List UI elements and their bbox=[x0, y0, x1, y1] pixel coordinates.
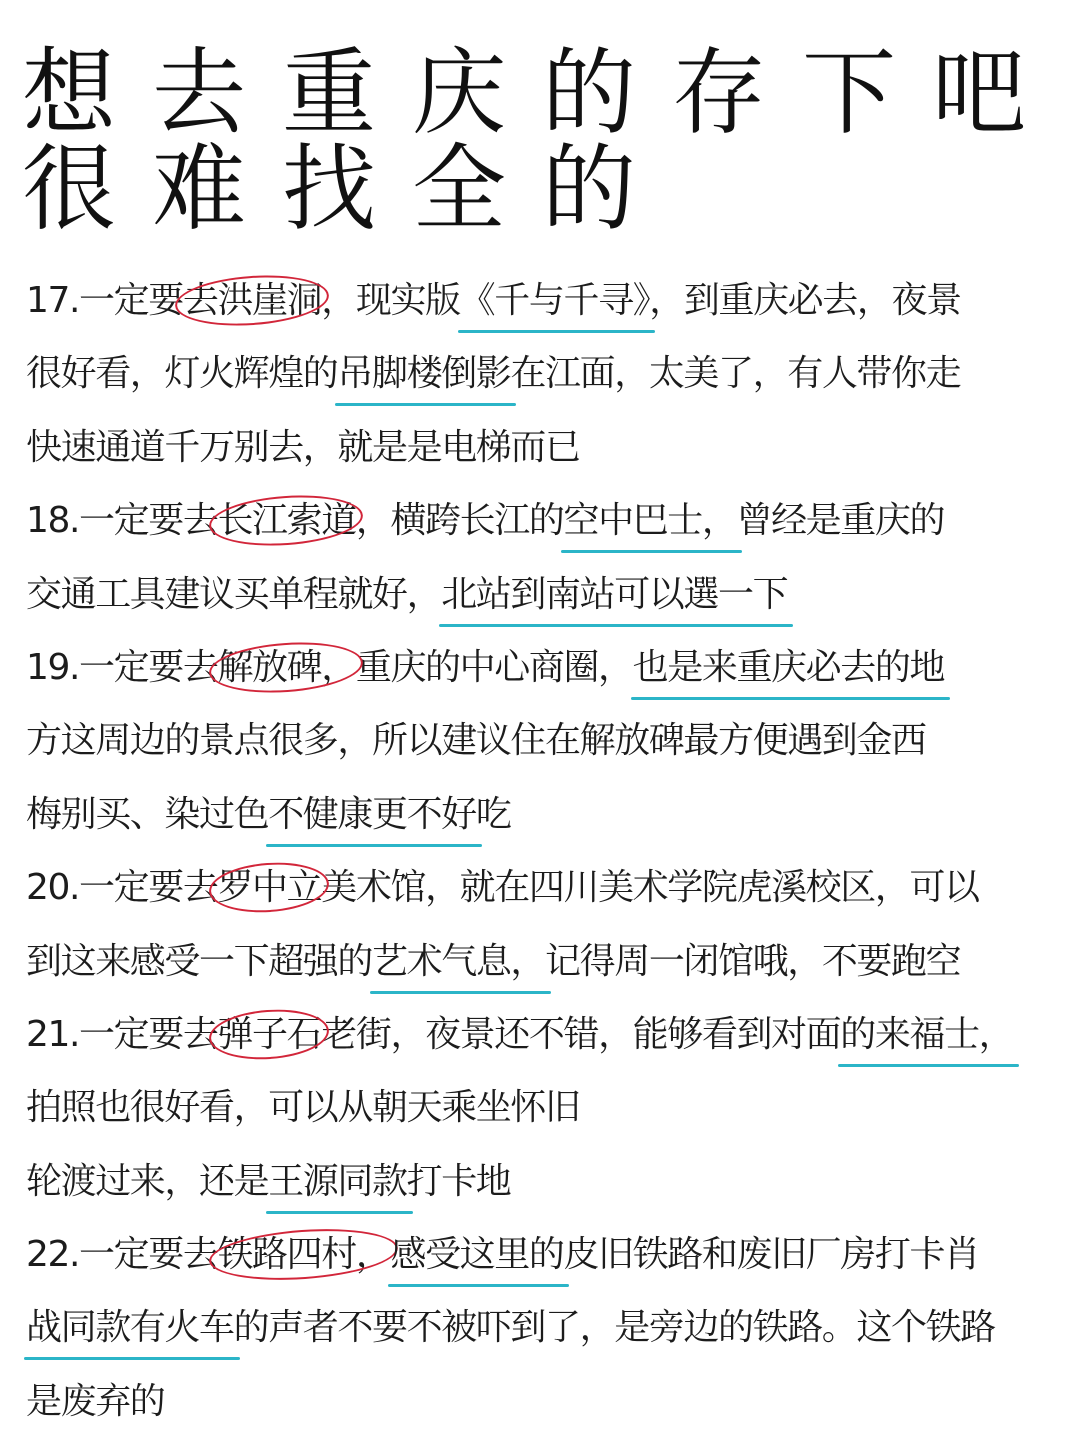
title-line-2: 很难找全的 bbox=[22, 135, 673, 244]
entry-19-line-2 bbox=[26, 712, 1066, 785]
entry-text: 在江面，太美了，有人带你走 bbox=[510, 353, 961, 395]
entry-text: 美术馆，就在四川美术学院虎溪校区，可以 bbox=[321, 867, 979, 909]
underlined-phrase: 也是来重庆必去的地 bbox=[632, 646, 945, 688]
underlined-phrase: 王源同款 bbox=[268, 1160, 407, 1202]
entry-text: ，现实版 bbox=[321, 280, 460, 321]
entry-text: ，到重庆必去，夜景 bbox=[649, 280, 961, 321]
entry-text: 重庆的中心商圈， bbox=[355, 646, 633, 688]
circled-place-name: 铁路四村， bbox=[217, 1234, 391, 1276]
entry-text: 老街，夜景还不错，能够看到对面 bbox=[321, 1013, 841, 1055]
tips-list bbox=[26, 272, 1066, 1446]
circled-place-name: 罗中立 bbox=[217, 867, 322, 909]
entry-text: 交通工具建议买单程就好， bbox=[26, 573, 442, 615]
entry-17-line-1 bbox=[26, 272, 1066, 345]
entry-21-line-3 bbox=[26, 1153, 1066, 1226]
entry-17-line-2 bbox=[26, 345, 1066, 418]
entry-text: 很好看，灯火辉煌的 bbox=[26, 353, 338, 395]
entry-text: 17.一定要 bbox=[26, 280, 183, 321]
entry-19-line-3 bbox=[26, 786, 1066, 859]
entry-text: 是废弃的 bbox=[26, 1380, 165, 1422]
underlined-phrase: 吊脚楼倒影 bbox=[337, 353, 511, 395]
underlined-phrase: 艺术气息， bbox=[372, 940, 546, 982]
entry-19-line-1 bbox=[26, 639, 1066, 712]
underlined-phrase: 的来福士， bbox=[840, 1013, 1014, 1055]
entry-text: 皮旧铁路和废旧厂房打卡肖 bbox=[563, 1234, 979, 1276]
page-title bbox=[22, 39, 1063, 244]
entry-text: 记得周一闭馆哦，不要跑空 bbox=[545, 940, 961, 982]
entry-text: 的声者不要不被吓到了，是旁边的铁路。这个铁路 bbox=[233, 1307, 995, 1349]
entry-text: 到这来感受一下超强的 bbox=[26, 940, 373, 982]
underlined-phrase: 北站到南站可以選一下 bbox=[441, 573, 788, 615]
circled-place-name: 长江索道 bbox=[217, 500, 356, 542]
underlined-phrase: 不健康更不好 bbox=[268, 793, 476, 835]
entry-text: 快速通道千万别去，就是是电梯而已 bbox=[26, 426, 580, 468]
entry-text: 20.一定要去 bbox=[26, 867, 218, 909]
entry-text: 22.一定要去 bbox=[26, 1234, 218, 1276]
entry-22-line-1 bbox=[26, 1226, 1066, 1299]
entry-text: 方这周边的景点很多，所以建议住在解放碑最方便遇到金西 bbox=[26, 720, 926, 762]
entry-20-line-2 bbox=[26, 933, 1066, 1006]
entry-21-line-1 bbox=[26, 1006, 1066, 1079]
entry-text: 18.一定要去 bbox=[26, 500, 218, 542]
underlined-phrase: 感受这里的 bbox=[390, 1234, 564, 1276]
entry-text: 吃 bbox=[475, 793, 511, 835]
entry-22-line-3 bbox=[26, 1373, 1066, 1446]
underlined-phrase: 《千与千寻》 bbox=[459, 280, 650, 321]
entry-18-line-2 bbox=[26, 566, 1066, 639]
entry-20-line-1 bbox=[26, 859, 1066, 932]
entry-text: 21.一定要去 bbox=[26, 1013, 218, 1055]
entry-text: 曾经是重庆的 bbox=[736, 500, 945, 542]
underlined-phrase: 战同款有火车 bbox=[26, 1307, 234, 1349]
entry-text: 梅别买、染过色 bbox=[26, 793, 269, 835]
circled-place-name: 弹子石 bbox=[217, 1013, 322, 1055]
entry-17-line-3 bbox=[26, 419, 1066, 492]
entry-text: 打卡地 bbox=[406, 1160, 511, 1202]
circled-place-name: 去洪崖洞 bbox=[182, 280, 322, 321]
underlined-phrase: 空中巴士， bbox=[563, 500, 737, 542]
entry-text: 轮渡过来，还是 bbox=[26, 1160, 269, 1202]
entry-22-line-2 bbox=[26, 1299, 1066, 1372]
entry-text: 拍照也很好看，可以从朝天乘坐怀旧 bbox=[26, 1087, 580, 1129]
entry-21-line-2 bbox=[26, 1079, 1066, 1152]
entry-18-line-1 bbox=[26, 492, 1066, 565]
title-line-1: 想去重庆的存下吧 bbox=[22, 39, 1063, 148]
entry-text: 19.一定要去 bbox=[26, 646, 218, 688]
entry-text: ，横跨长江的 bbox=[355, 500, 564, 542]
circled-place-name: 解放碑， bbox=[217, 646, 356, 688]
